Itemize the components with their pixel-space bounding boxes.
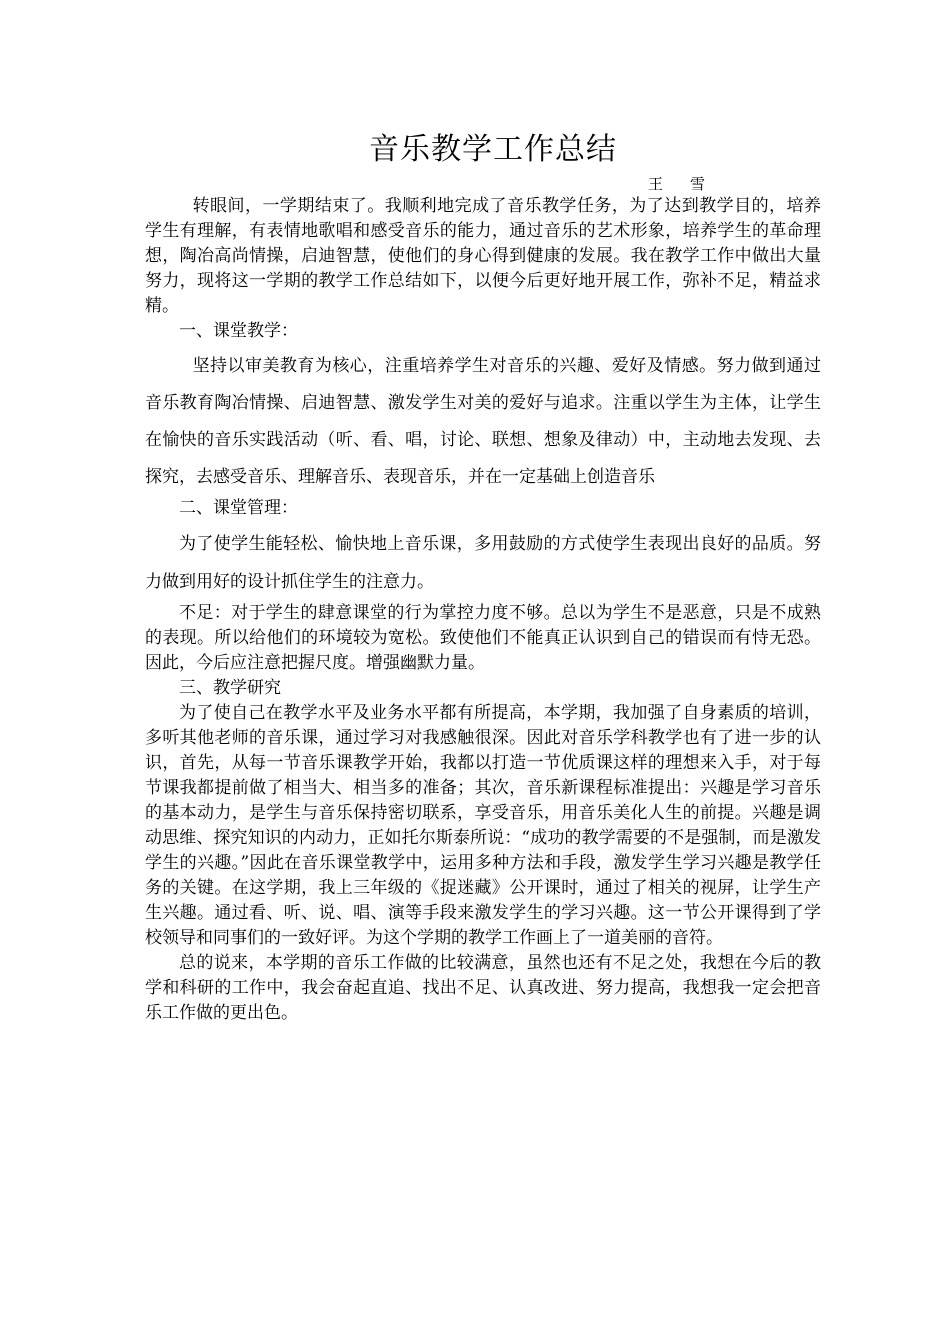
document-title: 音乐教学工作总结: [369, 132, 617, 167]
shortcomings-paragraph: 不足：对于学生的肆意课堂的行为掌控力度不够。总以为学生不是恶意，只是不成熟的表现。所以给他们的环境较为宽松。致使他们不能真正认识到自己的错误而有恃无恐。因此，今后应注意把握尺度。增强幽默力量。: [145, 603, 821, 673]
section-heading-teaching-research: 三、教学研究: [179, 678, 281, 698]
conclusion-paragraph: 总的说来，本学期的音乐工作做的比较满意，虽然也还有不足之处，我想在今后的教学和科研的工作中，我会奋起直追、找出不足、认真改进、努力提高，我想我一定会把音乐工作做的更出色。: [145, 953, 821, 1023]
classroom-management-paragraph: 为了使学生能轻松、愉快地上音乐课，多用鼓励的方式使学生表现出良好的品质。努力做到用好的设计抓住学生的注意力。: [145, 534, 821, 592]
document-page: [145, 128, 821, 1026]
document-author: 王 雪: [647, 175, 711, 193]
teaching-research-paragraph: 为了使自己在教学水平及业务水平都有所提高，本学期，我加强了自身素质的培训，多听其他老师的音乐课，通过学习对我感触很深。因此对音乐学科教学也有了进一步的认识，首先，从每一节音乐课教学开始，我都以打造一节优质课这样的理想来入手，对于每节课我都提前做了相当大、相当多的准备；其次，音乐新课程标准提出：兴趣是学习音乐的基本动力，是学生与音乐保持密切联系，享受音乐，用音乐美化人生的前提。兴趣是调动思维、探究知识的内动力，正如托尔斯泰所说：“成功的教学需要的不是强制，而是激发学生的兴趣。”因此在音乐课堂教学中，运用多种方法和手段，激发学生学习兴趣是教学任务的关键。在这学期，我上三年级的《捉迷藏》公开课时，通过了相关的视屏，让学生产生兴趣。通过看、听、说、唱、演等手段来激发学生的学习兴趣。这一节公开课得到了学校领导和同事们的一致好评。为这个学期的教学工作画上了一道美丽的音符。: [145, 703, 821, 948]
intro-paragraph: 转眼间，一学期结束了。我顺利地完成了音乐教学任务，为了达到教学目的，培养学生有理解，有表情地歌唱和感受音乐的能力，通过音乐的艺术形象，培养学生的革命理想，陶冶高尚情操，启迪智慧，使他们的身心得到健康的发展。我在教学工作中做出大量努力，现将这一学期的教学工作总结如下，以便今后更好地开展工作，弥补不足，精益求精。: [145, 196, 821, 316]
section-heading-classroom-management: 二、课堂管理：: [179, 498, 298, 518]
classroom-teaching-paragraph: 坚持以审美教育为核心，注重培养学生对音乐的兴趣、爱好及情感。努力做到通过音乐教育陶冶情操、启迪智慧、激发学生对美的爱好与追求。注重以学生为主体，让学生在愉快的音乐实践活动（听、看、唱，讨论、联想、想象及律动）中，主动地去发现、去探究，去感受音乐、理解音乐、表现音乐，并在一定基础上创造音乐: [145, 356, 821, 487]
section-heading-classroom-teaching: 一、课堂教学：: [179, 321, 298, 341]
